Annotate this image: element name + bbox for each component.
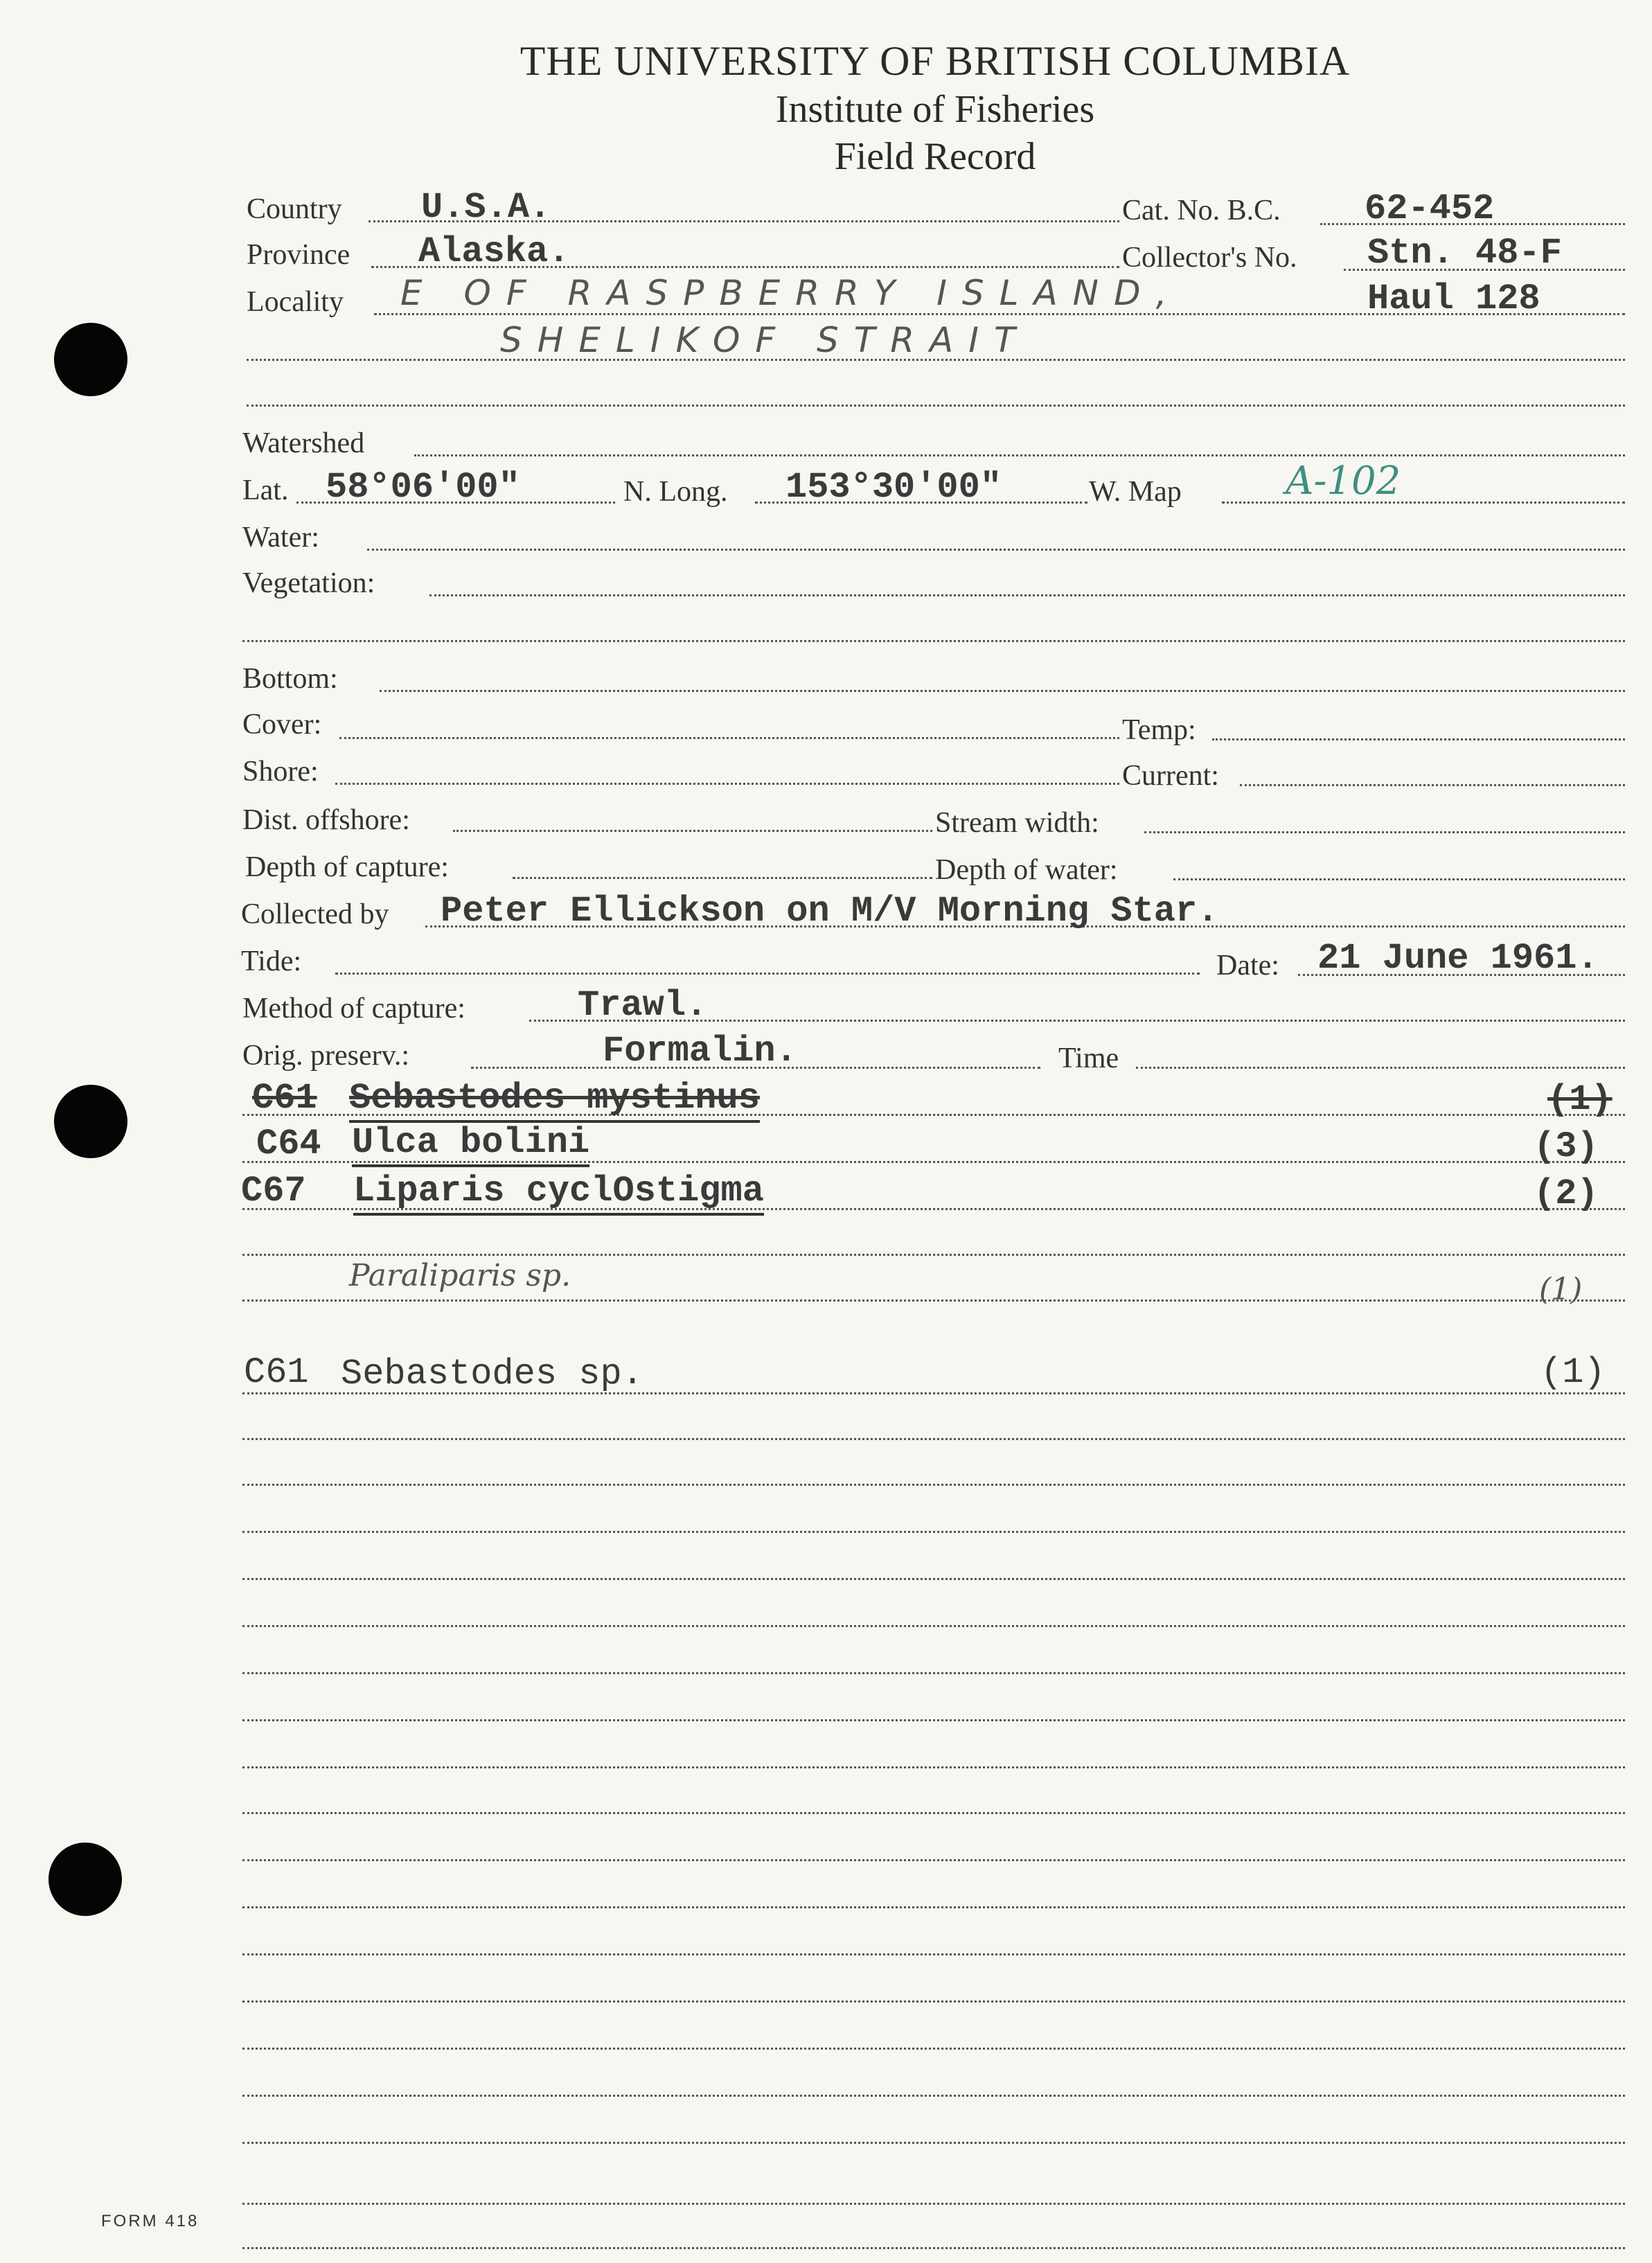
orig-preserv-label: Orig. preserv.: [242,1040,410,1072]
blank-line-2 [242,640,1625,642]
species-3-count: (2) [1534,1173,1599,1214]
punch-hole-middle [54,1085,127,1158]
time-line [1136,1067,1625,1069]
blank-line-h [242,1766,1625,1768]
map-line [1222,502,1625,504]
watershed-line [414,454,1625,456]
shore-label: Shore: [242,756,319,788]
cat-no-value: 62-452 [1365,188,1495,229]
species-1-name: Sebastodes mystinus [349,1078,760,1123]
cover-label: Cover: [242,709,322,740]
collectors-no-value: Stn. 48-F [1367,233,1562,274]
blank-line-c [242,1531,1625,1533]
water-line [367,549,1625,551]
country-label: Country [247,193,342,225]
locality-value-1: E OF RASPBERRY ISLAND, [400,273,1182,313]
long-value: 153°30'00" [785,467,1002,508]
blank-line-b [242,1484,1625,1486]
shore-line [335,783,1119,785]
punch-hole-top [54,323,127,396]
species-2-count: (3) [1534,1126,1599,1167]
current-line [1240,784,1625,786]
blank-line-f [242,1672,1625,1674]
locality-label: Locality [247,286,344,318]
bottom-label: Bottom: [242,663,338,695]
haul-value: Haul 128 [1367,278,1540,319]
institute-title: Institute of Fisheries [775,88,1095,131]
species-line-4 [242,1254,1625,1256]
species-4-name: Paraliparis sp. [349,1258,571,1293]
lat-value: 58°06'00" [326,467,520,508]
province-label: Province [247,239,350,271]
watershed-label: Watershed [242,427,365,459]
time-label: Time [1058,1042,1119,1074]
blank-line-j [242,1859,1625,1861]
current-label: Current: [1122,760,1219,792]
method-value: Trawl. [578,985,708,1026]
species-1-code: C61 [252,1078,317,1119]
collectors-no-label: Collector's No. [1122,242,1297,274]
species-2-code: C64 [256,1124,321,1164]
university-title: THE UNIVERSITY OF BRITISH COLUMBIA [519,38,1351,84]
blank-line-d [242,1578,1625,1580]
dist-offshore-line [453,830,932,832]
species-4-count: (1) [1539,1272,1583,1307]
record-title: Field Record [834,135,1036,178]
bottom-line [380,690,1625,692]
water-label: Water: [242,522,319,553]
stream-width-label: Stream width: [935,807,1099,839]
blank-line-m [242,2000,1625,2003]
date-value: 21 June 1961. [1317,938,1599,979]
blank-line-q [242,2203,1625,2205]
n-long-label: N. Long. [623,476,728,508]
depth-capture-label: Depth of capture: [245,851,449,883]
depth-capture-line [513,877,932,879]
blank-line-1 [247,405,1625,407]
blank-line-p [242,2142,1625,2144]
blank-line-n [242,2048,1625,2050]
tide-label: Tide: [241,946,302,977]
cover-line [339,737,1119,739]
province-value: Alaska. [418,231,570,272]
country-value: U.S.A. [421,187,551,228]
date-label: Date: [1216,950,1279,982]
blank-line-r [242,2247,1625,2249]
w-map-label: W. Map [1089,476,1182,508]
lat-label: Lat. [242,474,289,506]
blank-line-e [242,1625,1625,1627]
depth-water-line [1173,878,1625,880]
species-3-code: C67 [241,1171,306,1212]
species-3-name: Liparis cyclOstigma [353,1171,764,1216]
blank-line-i [242,1812,1625,1814]
temp-label: Temp: [1122,714,1196,746]
stream-width-line [1144,831,1625,833]
blank-line-o [242,2095,1625,2097]
orig-preserv-value: Formalin. [603,1031,797,1072]
blank-line-g [242,1719,1625,1721]
blank-line-a [242,1438,1625,1440]
species-2-name: Ulca bolini [352,1122,589,1167]
method-label: Method of capture: [242,993,465,1024]
collected-by-label: Collected by [241,898,389,930]
dist-offshore-label: Dist. offshore: [242,804,410,836]
depth-water-label: Depth of water: [935,854,1118,886]
vegetation-line [429,594,1625,596]
species-5-count: (1) [1540,1352,1606,1393]
species-line-5 [242,1299,1625,1302]
blank-line-l [242,1953,1625,1955]
vegetation-label: Vegetation: [242,567,375,599]
punch-hole-bottom [48,1843,122,1916]
species-1-count: (1) [1547,1079,1613,1120]
collected-by-value: Peter Ellickson on M/V Morning Star. [441,891,1219,932]
tide-line [335,973,1200,975]
map-value: A-102 [1286,459,1401,504]
locality-value-2: SHELIKOF STRAIT [500,320,1031,360]
form-number: FORM 418 [101,2212,199,2230]
temp-line [1212,738,1625,740]
species-5-code: C61 [244,1352,309,1393]
species-5-name: Sebastodes sp. [341,1354,643,1394]
blank-line-k [242,1906,1625,1908]
cat-no-label: Cat. No. B.C. [1122,195,1281,227]
